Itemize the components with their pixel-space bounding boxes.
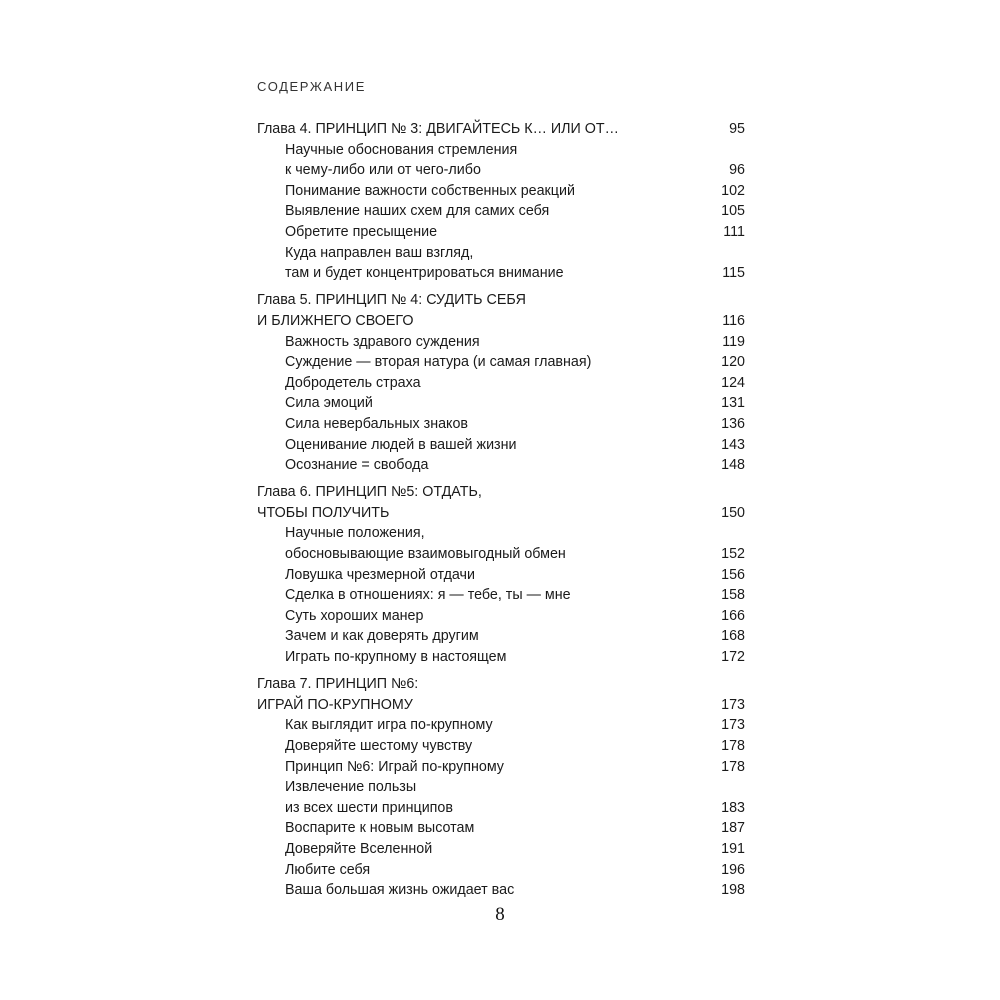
section-entry-page-number: 124 bbox=[721, 374, 745, 391]
section-entry bbox=[257, 565, 745, 586]
chapter-block bbox=[257, 290, 745, 475]
chapter-block bbox=[257, 119, 745, 284]
chapter-heading-page-number: 150 bbox=[721, 504, 745, 521]
chapter-heading bbox=[257, 290, 745, 311]
section-entry bbox=[257, 352, 745, 373]
section-entry-page-number: 96 bbox=[729, 162, 745, 179]
section-entry-text: Воспарите к новым высотам bbox=[285, 820, 475, 837]
chapter-heading bbox=[257, 311, 745, 332]
section-entry-text: Оценивание людей в вашей жизни bbox=[285, 436, 517, 453]
section-entry-text: Суть хороших манер bbox=[285, 607, 424, 624]
chapter-block bbox=[257, 674, 745, 901]
section-entry bbox=[257, 715, 745, 736]
section-entry-text: Сделка в отношениях: я — тебе, ты — мне bbox=[285, 587, 571, 604]
section-entry-text: Играть по-крупному в настоящем bbox=[285, 649, 507, 666]
table-of-contents bbox=[257, 119, 745, 907]
section-entry-text: Ловушка чрезмерной отдачи bbox=[285, 566, 475, 583]
section-entry bbox=[257, 140, 745, 161]
chapter-heading-page-number: 95 bbox=[729, 121, 745, 137]
section-entry-page-number: 187 bbox=[721, 820, 745, 837]
section-entry bbox=[257, 201, 745, 222]
section-entry-text: Важность здравого суждения bbox=[285, 333, 480, 350]
section-entry bbox=[257, 243, 745, 264]
section-entry bbox=[257, 544, 745, 565]
section-entry bbox=[257, 373, 745, 394]
section-entry-text: там и будет концентрироваться внимание bbox=[285, 265, 564, 282]
section-entry-text: Сила эмоций bbox=[285, 395, 373, 412]
section-entry-text: Как выглядит игра по-крупному bbox=[285, 717, 493, 734]
section-entry bbox=[257, 860, 745, 881]
section-entry bbox=[257, 839, 745, 860]
section-entry-text: Доверяйте шестому чувству bbox=[285, 738, 473, 754]
section-entry-text: Научные обоснования стремления bbox=[285, 141, 518, 158]
section-entry bbox=[257, 181, 745, 202]
section-entry-page-number: 172 bbox=[721, 649, 745, 666]
section-entry-page-number: 178 bbox=[721, 738, 745, 754]
section-entry-text: Обретите пресыщение bbox=[285, 223, 438, 240]
section-entry bbox=[257, 798, 745, 819]
chapter-heading bbox=[257, 482, 745, 503]
section-entry bbox=[257, 435, 745, 456]
section-entry-page-number: 111 bbox=[723, 223, 745, 240]
section-entry bbox=[257, 818, 745, 839]
section-entry-page-number: 198 bbox=[721, 882, 745, 899]
section-entry-text: Любите себя bbox=[285, 861, 371, 878]
section-entry-text: Выявление наших схем для самих себя bbox=[285, 203, 550, 220]
section-entry bbox=[257, 585, 745, 606]
section-entry-page-number: 152 bbox=[721, 546, 745, 563]
section-entry-text: Осознание = свобода bbox=[285, 457, 429, 474]
chapter-heading-page-number: 173 bbox=[721, 696, 745, 713]
section-entry-page-number: 196 bbox=[721, 861, 745, 878]
section-entry-text: Доверяйте Вселенной bbox=[285, 840, 433, 857]
chapter-heading-text: Глава 5. ПРИНЦИП № 4: СУДИТЬ СЕБЯ bbox=[257, 292, 526, 309]
section-entry bbox=[257, 757, 745, 778]
chapter-heading bbox=[257, 119, 745, 140]
chapter-block bbox=[257, 482, 745, 667]
section-entry bbox=[257, 606, 745, 627]
section-entry-text: Куда направлен ваш взгляд, bbox=[285, 244, 474, 261]
section-entry-page-number: 168 bbox=[721, 628, 745, 645]
chapter-heading-text: ЧТОБЫ ПОЛУЧИТЬ bbox=[257, 504, 390, 521]
section-entry-page-number: 102 bbox=[721, 182, 745, 199]
section-entry-text: из всех шести принципов bbox=[285, 799, 453, 816]
section-entry-page-number: 136 bbox=[721, 415, 745, 432]
section-entry-text: Научные положения, bbox=[285, 525, 425, 542]
section-entry-text: к чему-либо или от чего-либо bbox=[285, 162, 481, 179]
section-entry-page-number: 115 bbox=[722, 265, 745, 282]
chapter-heading bbox=[257, 695, 745, 716]
section-entry bbox=[257, 332, 745, 353]
section-entry-page-number: 191 bbox=[721, 840, 745, 857]
section-entry-text: Понимание важности собственных реакций bbox=[285, 182, 575, 199]
section-entry-text: Извлечение пользы bbox=[285, 779, 417, 796]
section-entry-page-number: 119 bbox=[722, 333, 745, 350]
section-entry-page-number: 178 bbox=[721, 758, 745, 775]
section-entry-text: Принцип №6: Играй по-крупному bbox=[285, 758, 504, 775]
page-number: 8 bbox=[495, 904, 505, 925]
section-entry bbox=[257, 523, 745, 544]
section-entry bbox=[257, 393, 745, 414]
section-entry bbox=[257, 455, 745, 476]
section-entry-page-number: 173 bbox=[721, 717, 745, 734]
section-entry bbox=[257, 777, 745, 798]
chapter-heading-page-number: 116 bbox=[722, 312, 745, 329]
section-entry-page-number: 166 bbox=[721, 607, 745, 624]
section-entry-page-number: 131 bbox=[721, 395, 745, 412]
chapter-heading-text: Глава 6. ПРИНЦИП №5: ОТДАТЬ, bbox=[257, 484, 482, 501]
section-entry-page-number: 120 bbox=[721, 354, 745, 371]
section-entry-page-number: 148 bbox=[721, 457, 745, 474]
section-entry-text: Сила невербальных знаков bbox=[285, 415, 469, 432]
section-entry-page-number: 183 bbox=[721, 799, 745, 816]
section-entry-page-number: 105 bbox=[721, 203, 745, 220]
section-entry-text: Зачем и как доверять другим bbox=[285, 628, 479, 645]
section-entry-text: Добродетель страха bbox=[285, 374, 421, 391]
section-entry-page-number: 158 bbox=[721, 587, 745, 604]
section-entry-text: обосновывающие взаимовыгодный обмен bbox=[285, 546, 566, 563]
chapter-heading-text: И БЛИЖНЕГО СВОЕГО bbox=[257, 312, 414, 329]
section-entry bbox=[257, 222, 745, 243]
chapter-heading bbox=[257, 674, 745, 695]
chapter-heading bbox=[257, 503, 745, 524]
chapter-heading-text: Глава 4. ПРИНЦИП № 3: ДВИГАЙТЕСЬ К… ИЛИ ОТ… bbox=[257, 121, 619, 137]
section-entry-text: Суждение — вторая натура (и самая главная) bbox=[285, 354, 592, 371]
chapter-heading-text: ИГРАЙ ПО-КРУПНОМУ bbox=[257, 696, 413, 713]
section-entry bbox=[257, 880, 745, 901]
section-entry bbox=[257, 414, 745, 435]
section-entry bbox=[257, 647, 745, 668]
section-entry-text: Ваша большая жизнь ожидает вас bbox=[285, 882, 515, 899]
section-entry bbox=[257, 626, 745, 647]
running-head: СОДЕРЖАНИЕ bbox=[257, 79, 367, 94]
section-entry-page-number: 143 bbox=[721, 436, 745, 453]
section-entry bbox=[257, 160, 745, 181]
section-entry-page-number: 156 bbox=[721, 566, 745, 583]
section-entry bbox=[257, 263, 745, 284]
section-entry bbox=[257, 736, 745, 757]
chapter-heading-text: Глава 7. ПРИНЦИП №6: bbox=[257, 676, 419, 693]
